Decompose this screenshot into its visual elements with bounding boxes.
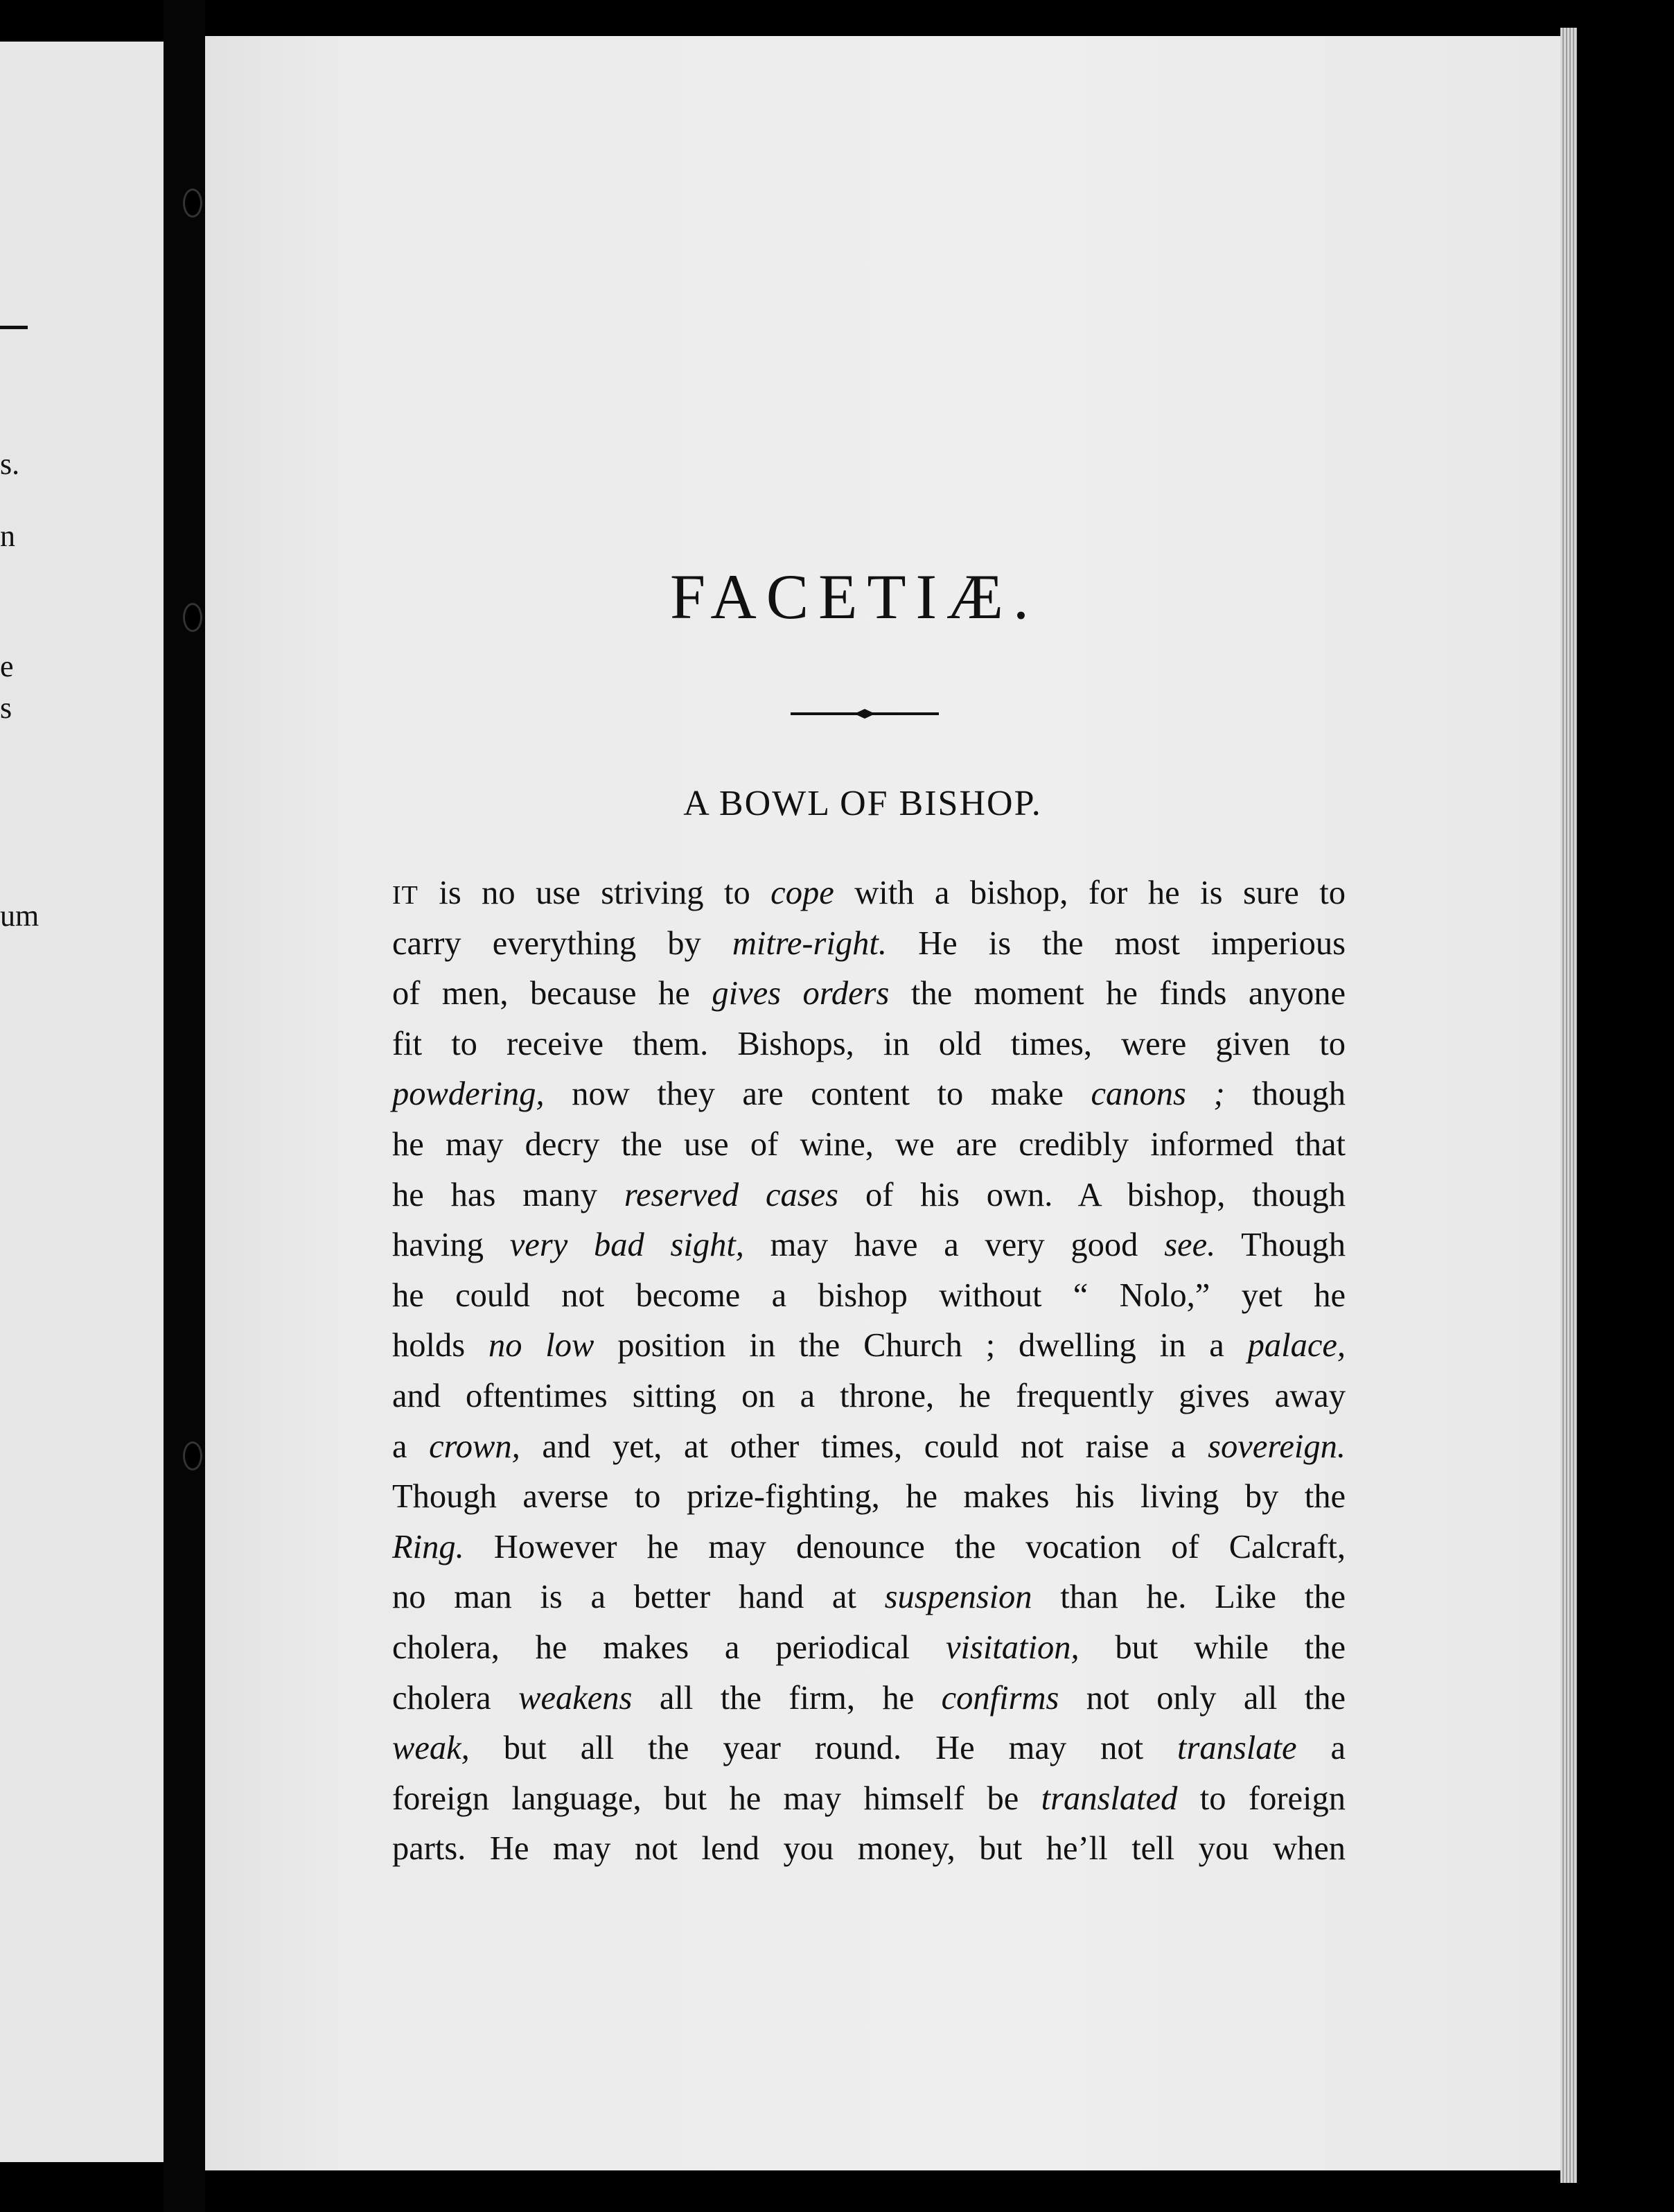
text-run: However he may denounce the vocation of Calcraft, [464, 1528, 1346, 1565]
binding-hole [183, 188, 202, 218]
text-line [392, 1019, 1346, 1070]
text-run: is no use striving to [418, 875, 771, 911]
facing-page-text: n [0, 519, 15, 553]
text-line [392, 1321, 1346, 1371]
facing-page-text: s [0, 691, 12, 725]
text-run: though [1224, 1076, 1346, 1113]
italic-word: weakens [518, 1679, 633, 1717]
text-run: foreign language, but he may himself be [392, 1780, 1041, 1817]
text-run: of his own. A bishop, though [838, 1176, 1346, 1213]
italic-word: cope [770, 875, 834, 911]
text-run: he could not become a bishop without “ Nolo,” yet he [392, 1276, 1346, 1314]
italic-word: palace, [1247, 1327, 1346, 1364]
text-run: but while the [1079, 1629, 1346, 1666]
facing-page-fragment [0, 42, 164, 2162]
text-run: he may decry the use of wine, we are credibly informed that [392, 1125, 1346, 1163]
text-run: now they are content to make [544, 1076, 1091, 1113]
text-run: to foreign [1177, 1780, 1346, 1817]
italic-word: weak, [392, 1730, 470, 1767]
text-line [392, 1522, 1346, 1573]
text-line [392, 1422, 1346, 1473]
text-line [392, 1120, 1346, 1170]
text-run: fit to receive them. Bishops, in old times, were given to [392, 1025, 1346, 1062]
text-line [392, 1371, 1346, 1422]
text-line [392, 1220, 1346, 1271]
italic-word: mitre-right. [732, 924, 888, 962]
text-line [392, 1623, 1346, 1674]
page-edge [1560, 28, 1577, 2183]
text-run: parts. He may not lend you money, but he’ll tell you when [392, 1830, 1346, 1868]
text-run: Though averse to prize-fighting, he makes his living by the [392, 1478, 1346, 1516]
text-line [392, 1824, 1346, 1875]
italic-word: very bad sight, [509, 1227, 744, 1264]
text-line [392, 868, 1346, 919]
text-run: not only all the [1059, 1679, 1346, 1717]
italic-word: see. [1164, 1227, 1216, 1264]
italic-word: powdering, [392, 1076, 545, 1113]
italic-word: visitation, [945, 1629, 1080, 1666]
text-run: he has many [392, 1176, 624, 1213]
text-run: carry everything by [392, 924, 732, 962]
italic-word: Ring. [392, 1528, 464, 1565]
scan-speck [1628, 1656, 1634, 1662]
text-run: the moment he finds anyone [889, 975, 1346, 1012]
facing-page-text: s. [0, 447, 20, 481]
text-line [392, 919, 1346, 969]
text-line [392, 1723, 1346, 1774]
italic-word: reserved cases [624, 1176, 839, 1213]
text-line [392, 1774, 1346, 1825]
text-run: of men, because he [392, 975, 712, 1012]
text-run: and oftentimes sitting on a throne, he frequently gives away [392, 1377, 1346, 1414]
text-run: but all the year round. He may not [469, 1730, 1178, 1767]
text-line [392, 1674, 1346, 1724]
text-line [392, 969, 1346, 1019]
italic-word: confirms [941, 1679, 1059, 1717]
italic-word: canons ; [1091, 1076, 1225, 1113]
section-heading: A BOWL OF BISHOP. [683, 784, 1042, 823]
body-paragraph [392, 868, 1346, 1875]
facing-page-rule [0, 326, 28, 329]
text-run: having [392, 1227, 510, 1264]
text-run: with a bishop, for he is sure to [834, 875, 1346, 911]
italic-word: translate [1177, 1730, 1297, 1767]
text-run: cholera, he makes a periodical [392, 1629, 946, 1666]
page-title: FACETIÆ. [670, 561, 1039, 632]
text-line [392, 1271, 1346, 1322]
binding-gutter [164, 0, 205, 2212]
text-line [392, 1069, 1346, 1120]
text-run: a [1296, 1730, 1346, 1767]
text-run: no man is a better hand at [392, 1579, 885, 1616]
italic-word: gives orders [712, 975, 890, 1012]
facing-page-text: e [0, 649, 14, 683]
ornament-divider [791, 707, 939, 721]
facing-page-text: um [0, 899, 39, 933]
text-run: Though [1215, 1227, 1346, 1264]
text-run: holds [392, 1327, 488, 1364]
scan-speck [908, 11, 915, 29]
text-line [392, 1472, 1346, 1522]
scan-speck [1649, 1635, 1657, 1644]
text-run: a [392, 1428, 430, 1465]
text-line [392, 1170, 1346, 1221]
text-run: may have a very good [743, 1227, 1165, 1264]
small-caps-word: IT [392, 881, 418, 910]
text-run: and yet, at other times, could not raise a [520, 1428, 1208, 1465]
text-run: all the firm, he [632, 1679, 942, 1717]
text-run: position in the Church ; dwelling in a [594, 1327, 1248, 1364]
text-run: cholera [392, 1679, 519, 1717]
binding-hole [183, 1441, 202, 1471]
text-run: than he. Like the [1032, 1579, 1346, 1616]
text-line [392, 1572, 1346, 1623]
italic-word: sovereign. [1208, 1428, 1346, 1465]
italic-word: no low [488, 1327, 594, 1364]
italic-word: suspension [884, 1579, 1032, 1616]
italic-word: translated [1041, 1780, 1178, 1817]
italic-word: crown, [429, 1428, 520, 1465]
text-run: He is the most imperious [887, 924, 1346, 962]
